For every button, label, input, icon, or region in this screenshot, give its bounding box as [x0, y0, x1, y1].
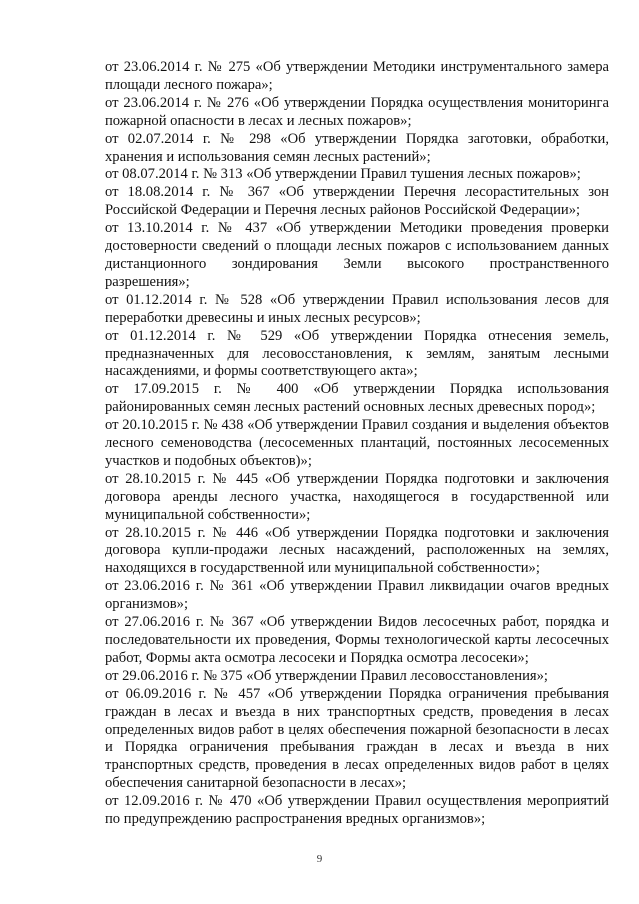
order-entry: от 01.12.2014 г. № 529 «Об утверждении Порядка отнесения земель, предназначенных для лесовосстановления, к землям, занятым лесными насаждениями, и формы соответствующего акта»; — [105, 327, 609, 380]
order-entry: от 18.08.2014 г. № 367 «Об утверждении Перечня лесорастительных зон Российской Федерации и Перечня лесных районов Российской Федерации»; — [105, 184, 609, 219]
order-entry: от 23.06.2016 г. № 361 «Об утверждении Правил ликвидации очагов вредных организмов»; — [105, 578, 609, 613]
order-entry: от 02.07.2014 г. № 298 «Об утверждении Порядка заготовки, обработки, хранения и использования семян лесных растений»; — [105, 130, 609, 165]
document-body — [105, 59, 609, 829]
order-entry: от 06.09.2016 г. № 457 «Об утверждении Порядка ограничения пребывания граждан в лесах и въезда в них транспортных средств, проведения в лесах определенных видов работ в целях обеспечения пожарной безопасности в лесах и Порядка ограничения пребывания граждан в лесах и въезда в них транспортных средств, проведения в лесах определенных видов работ в целях обеспечения санитарной безопасности в лесах»; — [105, 685, 609, 792]
order-entry: от 23.06.2014 г. № 276 «Об утверждении Порядка осуществления мониторинга пожарной опасности в лесах и лесных пожаров»; — [105, 94, 609, 129]
order-entry: от 20.10.2015 г. № 438 «Об утверждении Правил создания и выделения объектов лесного семеноводства (лесосеменных плантаций, постоянных лесосеменных участков и подобных объектов)»; — [105, 417, 609, 469]
order-entry: от 13.10.2014 г. № 437 «Об утверждении Методики проведения проверки достоверности сведений о площади лесных пожаров с использованием данных дистанционного зондирования Земли высокого пространственного разрешения»; — [105, 220, 609, 290]
order-entry: от 08.07.2014 г. № 313 «Об утверждении Правил тушения лесных пожаров»; — [105, 166, 581, 183]
order-entry: от 29.06.2016 г. № 375 «Об утверждении Правил лесовосстановления»; — [105, 667, 548, 684]
order-entry: от 28.10.2015 г. № 446 «Об утверждении Порядка подготовки и заключения договора купли-продажи лесных насаждений, расположенных на землях, находящихся в государственной или муниципальной собственности»; — [105, 524, 609, 577]
order-entry: от 17.09.2015 г. № 400 «Об утверждении Порядка использования районированных семян лесных растений основных лесных древесных пород»; — [105, 381, 609, 416]
order-entry: от 01.12.2014 г. № 528 «Об утверждении Правил использования лесов для переработки древесины и иных лесных ресурсов»; — [105, 291, 609, 326]
order-entry: от 12.09.2016 г. № 470 «Об утверждении Правил осуществления мероприятий по предупреждению распространения вредных организмов»; — [105, 793, 609, 828]
page-number: 9 — [316, 853, 323, 865]
order-entry: от 27.06.2016 г. № 367 «Об утверждении Видов лесосечных работ, порядка и последовательности их проведения, Формы технологической карты лесосечных работ, Формы акта осмотра лесосеки и Порядка осмотра лесосеки»; — [105, 614, 609, 666]
order-entry: от 23.06.2014 г. № 275 «Об утверждении Методики инструментального замера площади лесного пожара»; — [105, 59, 609, 93]
order-entry: от 28.10.2015 г. № 445 «Об утверждении Порядка подготовки и заключения договора аренды лесного участка, находящегося в государственной или муниципальной собственности»; — [105, 470, 609, 523]
